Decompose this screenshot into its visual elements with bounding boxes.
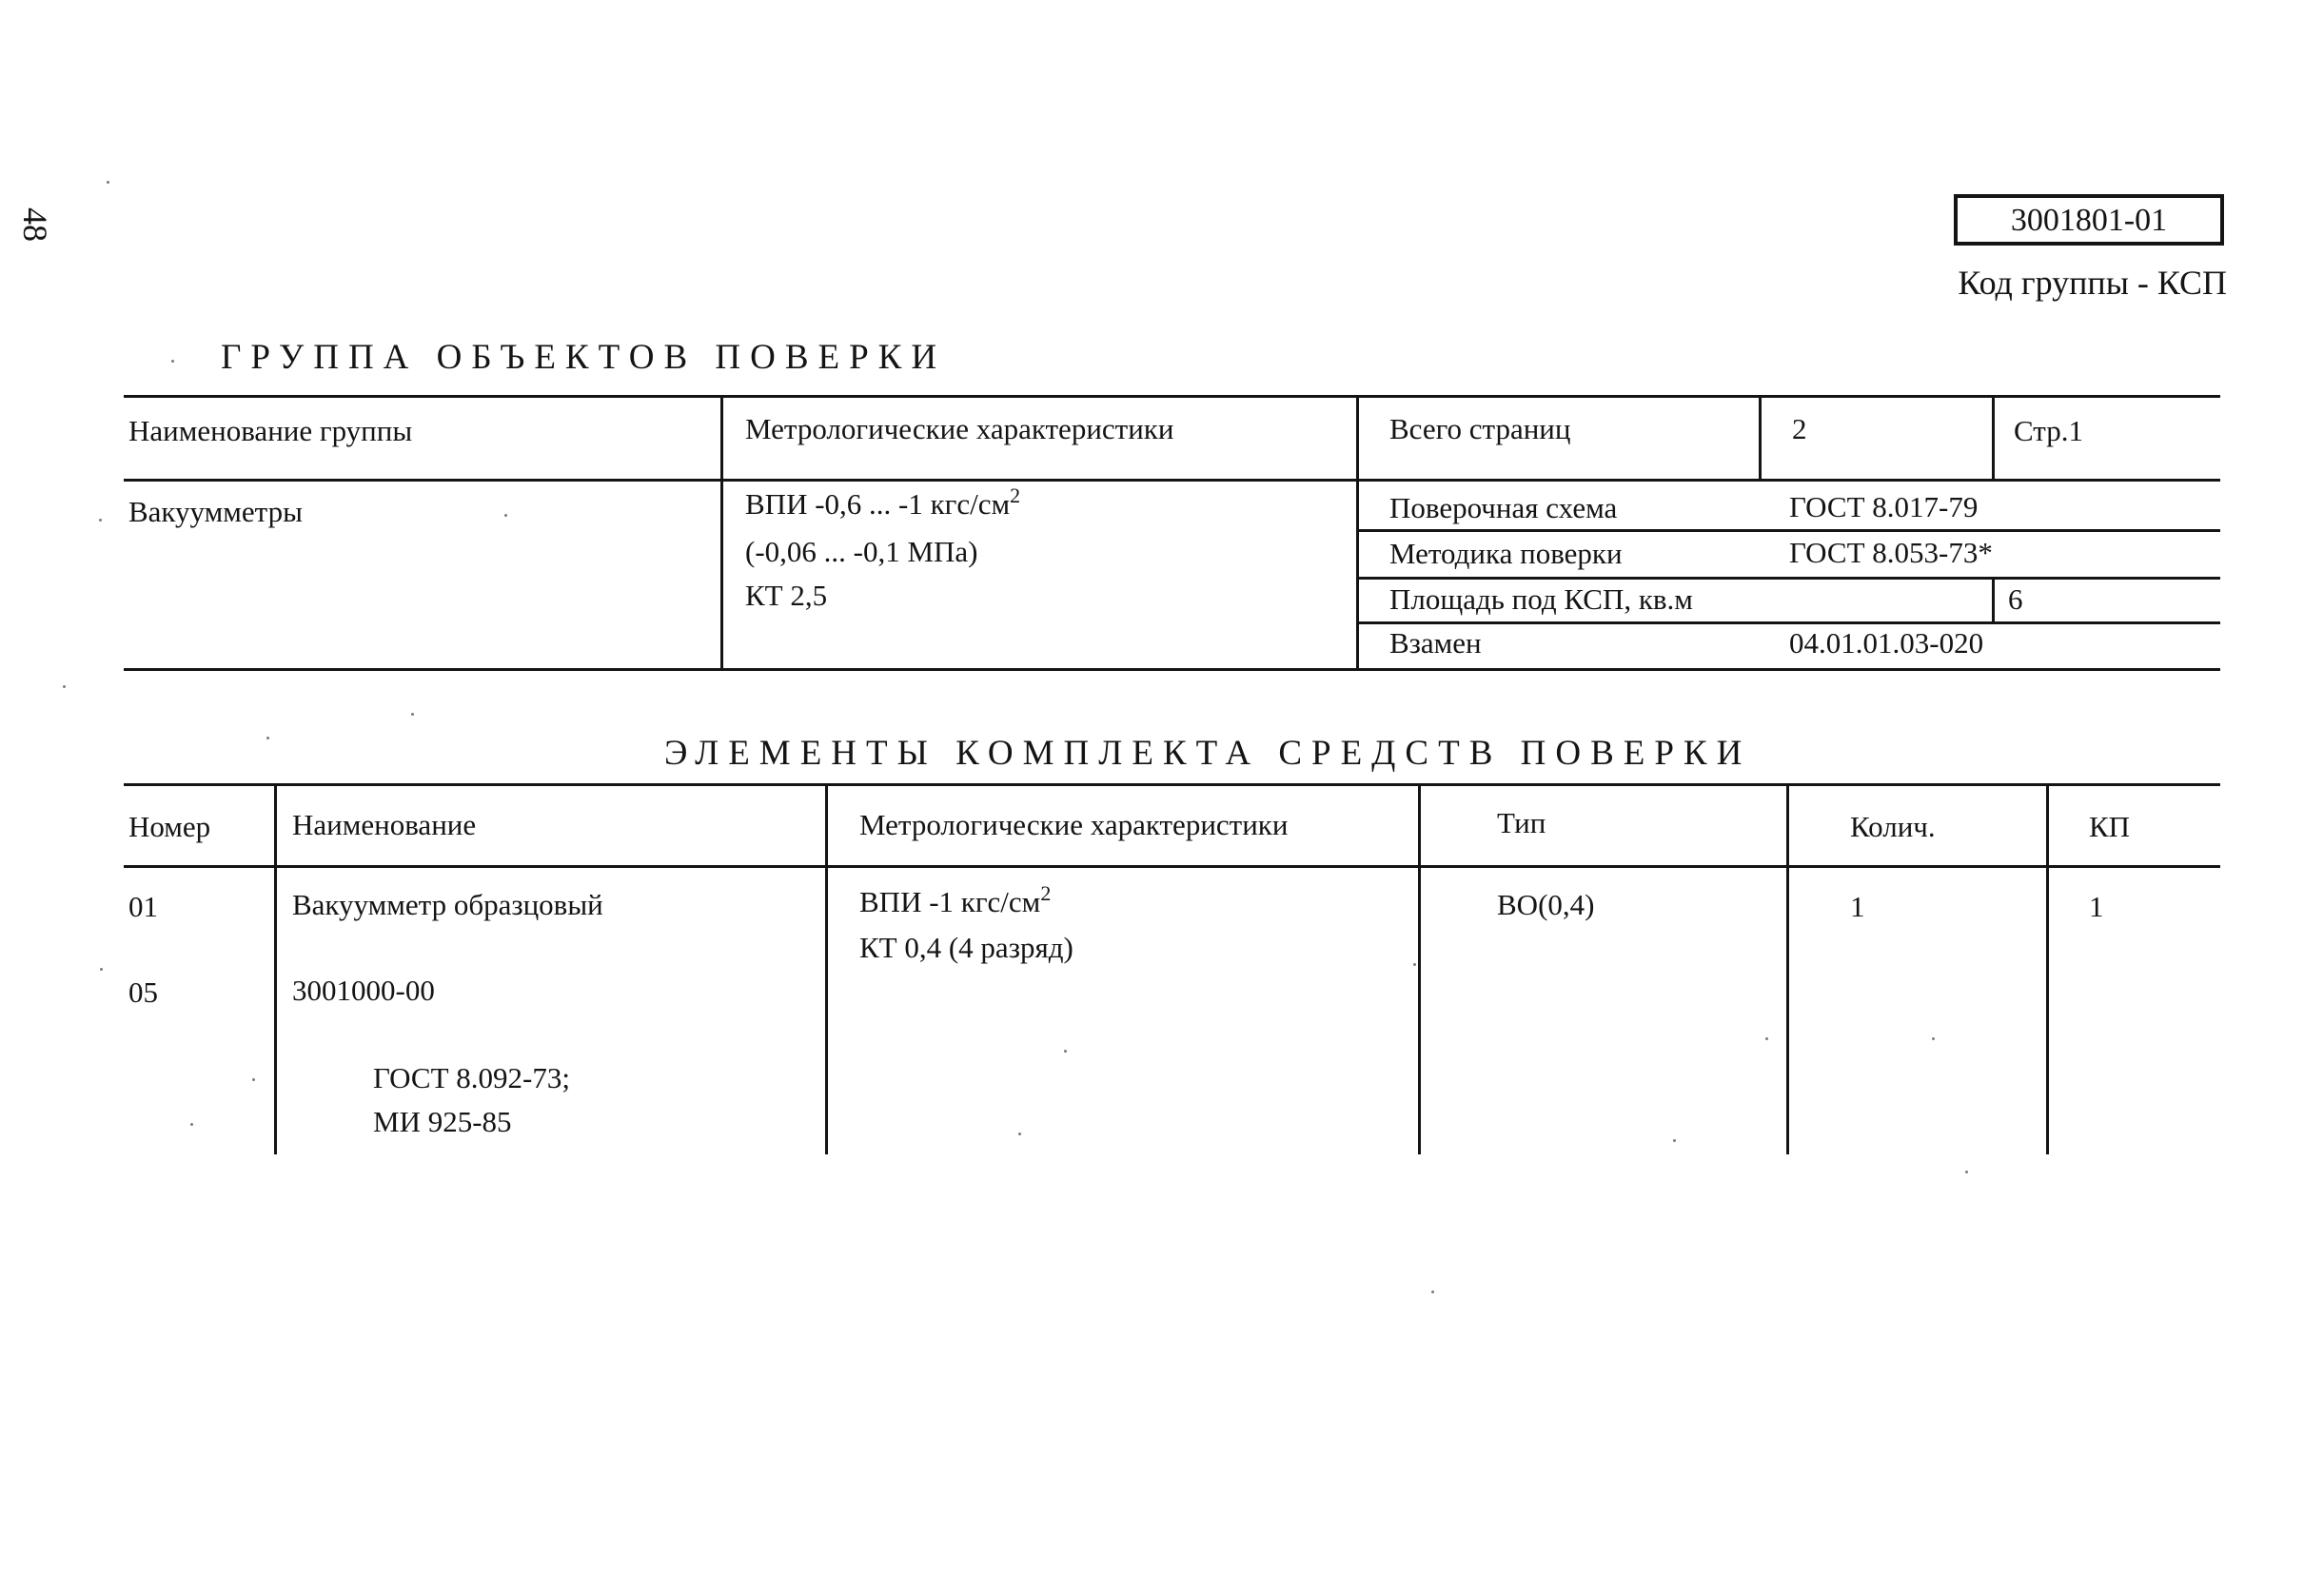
header-number: Номер <box>128 810 211 843</box>
document-code-box: 3001801-01 <box>1954 194 2224 246</box>
row-metro-line-1: ВПИ -1 кгс/$см^2$ <box>859 881 1052 918</box>
row-quantity: 1 <box>1850 890 1865 923</box>
row-type: ВО(0,4) <box>1497 888 1595 921</box>
standard-reference-2: МИ 925-85 <box>373 1105 512 1138</box>
row-metro-line-2: КТ 0,4 (4 разряд) <box>859 931 1073 964</box>
standard-reference-1: ГОСТ 8.092-73; <box>373 1061 570 1094</box>
header-quantity: Колич. <box>1850 810 1936 843</box>
group-metro-line-2: (-0,06 ... -0,1 МПа) <box>745 535 978 568</box>
group-name-value: Вакуумметры <box>128 495 303 528</box>
info-value-replaces: 04.01.01.03-020 <box>1789 626 1984 660</box>
row-number: 01 <box>128 890 158 923</box>
row-name: Вакуумметр образцовый <box>292 888 603 921</box>
header-metrological-characteristics: Метрологические характеристики <box>745 412 1174 445</box>
info-value-verification-scheme: ГОСТ 8.017-79 <box>1789 490 1979 523</box>
info-label-verification-scheme: Поверочная схема <box>1389 491 1618 524</box>
info-value-verification-method: ГОСТ 8.053-73* <box>1789 536 1993 569</box>
group-metro-line-3: КТ 2,5 <box>745 579 828 612</box>
header-metrological-characteristics: Метрологические характеристики <box>859 808 1289 841</box>
row2-number: 05 <box>128 975 158 1009</box>
header-type: Тип <box>1497 806 1546 839</box>
page-indicator: Стр.1 <box>2014 414 2083 447</box>
group-code: Код группы - КСП <box>1958 264 2227 302</box>
header-total-pages: Всего страниц <box>1389 412 1571 445</box>
page-number: 48 <box>16 207 54 242</box>
info-label-area: Площадь под КСП, кв.м <box>1389 582 1693 616</box>
row2-name: 3001000-00 <box>292 974 435 1007</box>
info-label-replaces: Взамен <box>1389 626 1482 660</box>
info-extra-area: 6 <box>2008 582 2023 616</box>
header-group-name: Наименование группы <box>128 414 413 447</box>
total-pages-value: 2 <box>1792 412 1807 445</box>
header-name: Наименование <box>292 808 477 841</box>
header-kp: КП <box>2089 810 2131 843</box>
group-metro-line-1: ВПИ -0,6 ... -1 кгс/$см^2$ <box>745 483 1021 521</box>
section-title-verification-group: ГРУППА ОБЪЕКТОВ ПОВЕРКИ <box>221 338 947 377</box>
info-label-verification-method: Методика поверки <box>1389 537 1623 570</box>
row-kp: 1 <box>2089 890 2104 923</box>
section-title-kit-elements: ЭЛЕМЕНТЫ КОМПЛЕКТА СРЕДСТВ ПОВЕРКИ <box>664 734 1752 773</box>
